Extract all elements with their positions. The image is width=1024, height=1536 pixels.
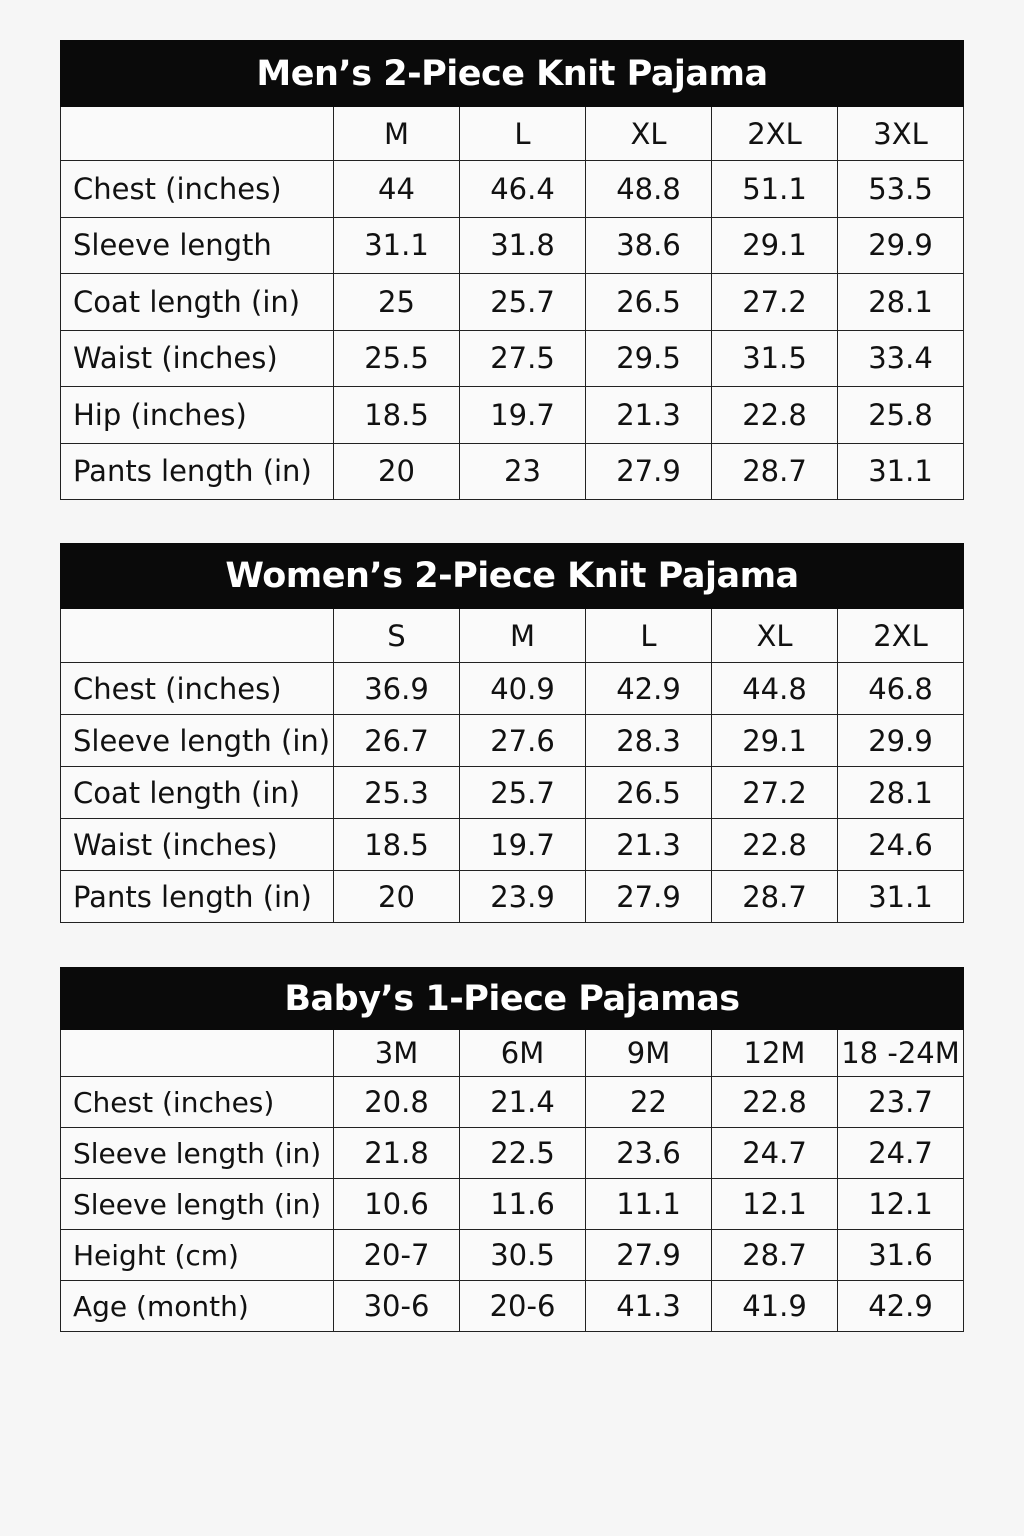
row-label: Sleeve length (in) bbox=[61, 1128, 334, 1179]
size-header: 3XL bbox=[838, 107, 964, 161]
value-cell: 27.5 bbox=[460, 330, 586, 387]
value-cell: 36.9 bbox=[334, 663, 460, 715]
table-row bbox=[61, 330, 964, 387]
table-row bbox=[61, 217, 964, 274]
value-cell: 26.5 bbox=[586, 274, 712, 331]
table-title-row bbox=[61, 544, 964, 609]
table-title-row bbox=[61, 968, 964, 1030]
value-cell: 27.9 bbox=[586, 443, 712, 500]
value-cell: 46.4 bbox=[460, 161, 586, 218]
value-cell: 29.1 bbox=[712, 217, 838, 274]
value-cell: 10.6 bbox=[334, 1179, 460, 1230]
size-header: XL bbox=[712, 609, 838, 663]
value-cell: 26.7 bbox=[334, 715, 460, 767]
table-row bbox=[61, 1230, 964, 1281]
table-row bbox=[61, 715, 964, 767]
baby-size-table bbox=[60, 967, 964, 1332]
women-table-title: Women’s 2-Piece Knit Pajama bbox=[61, 544, 964, 609]
value-cell: 22.8 bbox=[712, 819, 838, 871]
table-row bbox=[61, 1281, 964, 1332]
value-cell: 27.2 bbox=[712, 274, 838, 331]
table-row bbox=[61, 1128, 964, 1179]
value-cell: 25.5 bbox=[334, 330, 460, 387]
table-row bbox=[61, 871, 964, 923]
value-cell: 48.8 bbox=[586, 161, 712, 218]
value-cell: 42.9 bbox=[838, 1281, 964, 1332]
value-cell: 38.6 bbox=[586, 217, 712, 274]
value-cell: 22.8 bbox=[712, 1077, 838, 1128]
value-cell: 23.7 bbox=[838, 1077, 964, 1128]
table-row bbox=[61, 1179, 964, 1230]
corner-cell bbox=[61, 1030, 334, 1077]
value-cell: 53.5 bbox=[838, 161, 964, 218]
size-header: 3M bbox=[334, 1030, 460, 1077]
value-cell: 44.8 bbox=[712, 663, 838, 715]
row-label: Coat length (in) bbox=[61, 767, 334, 819]
value-cell: 31.5 bbox=[712, 330, 838, 387]
value-cell: 25.8 bbox=[838, 387, 964, 444]
row-label: Sleeve length (in) bbox=[61, 715, 334, 767]
value-cell: 20-6 bbox=[460, 1281, 586, 1332]
value-cell: 20 bbox=[334, 871, 460, 923]
size-header: 2XL bbox=[838, 609, 964, 663]
value-cell: 28.1 bbox=[838, 274, 964, 331]
value-cell: 25.3 bbox=[334, 767, 460, 819]
value-cell: 21.8 bbox=[334, 1128, 460, 1179]
value-cell: 30-6 bbox=[334, 1281, 460, 1332]
value-cell: 12.1 bbox=[838, 1179, 964, 1230]
value-cell: 30.5 bbox=[460, 1230, 586, 1281]
value-cell: 25 bbox=[334, 274, 460, 331]
value-cell: 20.8 bbox=[334, 1077, 460, 1128]
value-cell: 27.9 bbox=[586, 871, 712, 923]
size-header: 6M bbox=[460, 1030, 586, 1077]
value-cell: 26.5 bbox=[586, 767, 712, 819]
value-cell: 19.7 bbox=[460, 387, 586, 444]
size-header: 9M bbox=[586, 1030, 712, 1077]
value-cell: 41.3 bbox=[586, 1281, 712, 1332]
value-cell: 42.9 bbox=[586, 663, 712, 715]
row-label: Hip (inches) bbox=[61, 387, 334, 444]
value-cell: 28.3 bbox=[586, 715, 712, 767]
value-cell: 23 bbox=[460, 443, 586, 500]
value-cell: 22 bbox=[586, 1077, 712, 1128]
size-header-row bbox=[61, 1030, 964, 1077]
size-header: 12M bbox=[712, 1030, 838, 1077]
size-header-row bbox=[61, 107, 964, 161]
value-cell: 31.1 bbox=[334, 217, 460, 274]
value-cell: 46.8 bbox=[838, 663, 964, 715]
size-header: M bbox=[334, 107, 460, 161]
value-cell: 25.7 bbox=[460, 274, 586, 331]
table-row bbox=[61, 819, 964, 871]
value-cell: 12.1 bbox=[712, 1179, 838, 1230]
value-cell: 29.9 bbox=[838, 217, 964, 274]
size-header: S bbox=[334, 609, 460, 663]
row-label: Waist (inches) bbox=[61, 819, 334, 871]
table-row bbox=[61, 161, 964, 218]
women-size-table bbox=[60, 543, 964, 923]
value-cell: 11.1 bbox=[586, 1179, 712, 1230]
corner-cell bbox=[61, 107, 334, 161]
row-label: Age (month) bbox=[61, 1281, 334, 1332]
row-label: Pants length (in) bbox=[61, 443, 334, 500]
table-row bbox=[61, 274, 964, 331]
size-header: XL bbox=[586, 107, 712, 161]
row-label: Pants length (in) bbox=[61, 871, 334, 923]
size-header-row bbox=[61, 609, 964, 663]
row-label: Coat length (in) bbox=[61, 274, 334, 331]
table-row bbox=[61, 663, 964, 715]
value-cell: 21.3 bbox=[586, 819, 712, 871]
value-cell: 19.7 bbox=[460, 819, 586, 871]
value-cell: 28.1 bbox=[838, 767, 964, 819]
row-label: Chest (inches) bbox=[61, 1077, 334, 1128]
value-cell: 24.7 bbox=[712, 1128, 838, 1179]
table-row bbox=[61, 387, 964, 444]
value-cell: 11.6 bbox=[460, 1179, 586, 1230]
value-cell: 22.5 bbox=[460, 1128, 586, 1179]
value-cell: 28.7 bbox=[712, 443, 838, 500]
value-cell: 22.8 bbox=[712, 387, 838, 444]
value-cell: 24.6 bbox=[838, 819, 964, 871]
row-label: Chest (inches) bbox=[61, 161, 334, 218]
value-cell: 27.9 bbox=[586, 1230, 712, 1281]
value-cell: 23.9 bbox=[460, 871, 586, 923]
value-cell: 21.3 bbox=[586, 387, 712, 444]
size-header: L bbox=[586, 609, 712, 663]
value-cell: 27.2 bbox=[712, 767, 838, 819]
value-cell: 28.7 bbox=[712, 871, 838, 923]
value-cell: 31.6 bbox=[838, 1230, 964, 1281]
value-cell: 41.9 bbox=[712, 1281, 838, 1332]
value-cell: 27.6 bbox=[460, 715, 586, 767]
size-header: M bbox=[460, 609, 586, 663]
value-cell: 29.9 bbox=[838, 715, 964, 767]
value-cell: 18.5 bbox=[334, 819, 460, 871]
table-row bbox=[61, 443, 964, 500]
corner-cell bbox=[61, 609, 334, 663]
value-cell: 40.9 bbox=[460, 663, 586, 715]
value-cell: 24.7 bbox=[838, 1128, 964, 1179]
value-cell: 28.7 bbox=[712, 1230, 838, 1281]
men-size-table bbox=[60, 40, 964, 500]
value-cell: 31.8 bbox=[460, 217, 586, 274]
men-table-title: Men’s 2-Piece Knit Pajama bbox=[61, 41, 964, 107]
table-row bbox=[61, 1077, 964, 1128]
value-cell: 51.1 bbox=[712, 161, 838, 218]
row-label: Chest (inches) bbox=[61, 663, 334, 715]
value-cell: 20 bbox=[334, 443, 460, 500]
value-cell: 25.7 bbox=[460, 767, 586, 819]
value-cell: 29.5 bbox=[586, 330, 712, 387]
table-title-row bbox=[61, 41, 964, 107]
value-cell: 20-7 bbox=[334, 1230, 460, 1281]
value-cell: 21.4 bbox=[460, 1077, 586, 1128]
value-cell: 44 bbox=[334, 161, 460, 218]
value-cell: 29.1 bbox=[712, 715, 838, 767]
row-label: Sleeve length (in) bbox=[61, 1179, 334, 1230]
value-cell: 31.1 bbox=[838, 871, 964, 923]
row-label: Sleeve length bbox=[61, 217, 334, 274]
row-label: Height (cm) bbox=[61, 1230, 334, 1281]
size-header: 2XL bbox=[712, 107, 838, 161]
size-header: 18 -24M bbox=[838, 1030, 964, 1077]
value-cell: 31.1 bbox=[838, 443, 964, 500]
row-label: Waist (inches) bbox=[61, 330, 334, 387]
table-row bbox=[61, 767, 964, 819]
value-cell: 18.5 bbox=[334, 387, 460, 444]
value-cell: 23.6 bbox=[586, 1128, 712, 1179]
baby-table-title: Baby’s 1-Piece Pajamas bbox=[61, 968, 964, 1030]
size-header: L bbox=[460, 107, 586, 161]
value-cell: 33.4 bbox=[838, 330, 964, 387]
